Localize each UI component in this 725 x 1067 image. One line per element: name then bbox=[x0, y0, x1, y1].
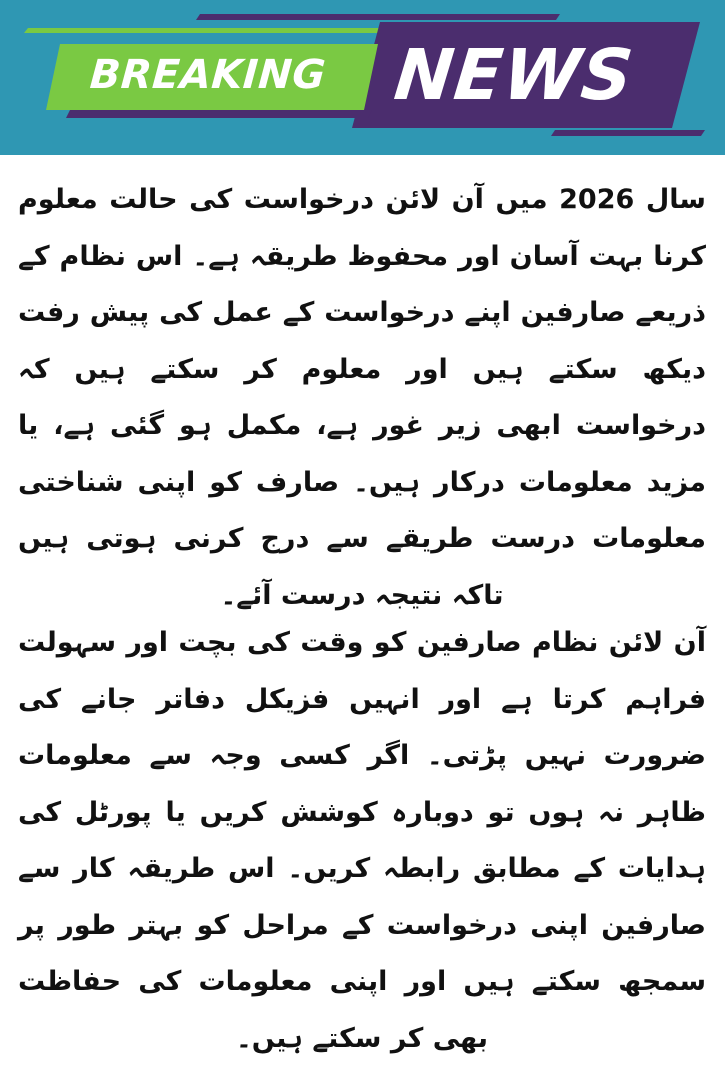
breaking-label: BREAKING bbox=[88, 52, 328, 98]
article-body bbox=[0, 155, 725, 1054]
banner-accent-stripe-top bbox=[196, 14, 560, 20]
news-label: NEWS bbox=[390, 34, 638, 116]
article-paragraph-2: آن لائن نظام صارفین کو وقت کی بچت اور سہولت فراہم کرتا ہے اور انہیں فزیکل دفاتر جانے کی ضرورت نہیں پڑتی۔ اگر کسی وجہ سے معلومات ظاہر نہ ہوں تو دوبارہ کوشش کریں یا پورٹل کی ہدایات کے مطابق رابطہ کریں۔ اس طریقہ کار سے صارفین اپنی درخواست کے مراحل کو بہتر طور پر سمجھ سکتے ہیں اور اپنی معلومات کی حفاظت بھی کر سکتے ہیں۔ bbox=[18, 627, 706, 1054]
breaking-news-banner bbox=[0, 0, 725, 155]
banner-accent-stripe-bottom bbox=[551, 130, 705, 136]
article-paragraph-1: سال 2026 میں آن لائن درخواست کی حالت معلوم کرنا بہت آسان اور محفوظ طریقہ ہے۔ اس نظام کے ذریعے صارفین اپنے درخواست کے عمل کی پیش رفت دیکھ سکتے ہیں اور معلوم کر سکتے ہیں کہ درخواست ابھی زیر غور ہے، مکمل ہو گئی ہے، یا مزید معلومات درکار ہیں۔ صارف کو اپنی شناختی معلومات درست طریقے سے درج کرنی ہوتی ہیں تاکہ نتیجہ درست آئے۔ bbox=[18, 184, 706, 611]
breaking-underline-strip bbox=[66, 110, 372, 118]
banner-accent-stripe-green bbox=[24, 28, 390, 33]
